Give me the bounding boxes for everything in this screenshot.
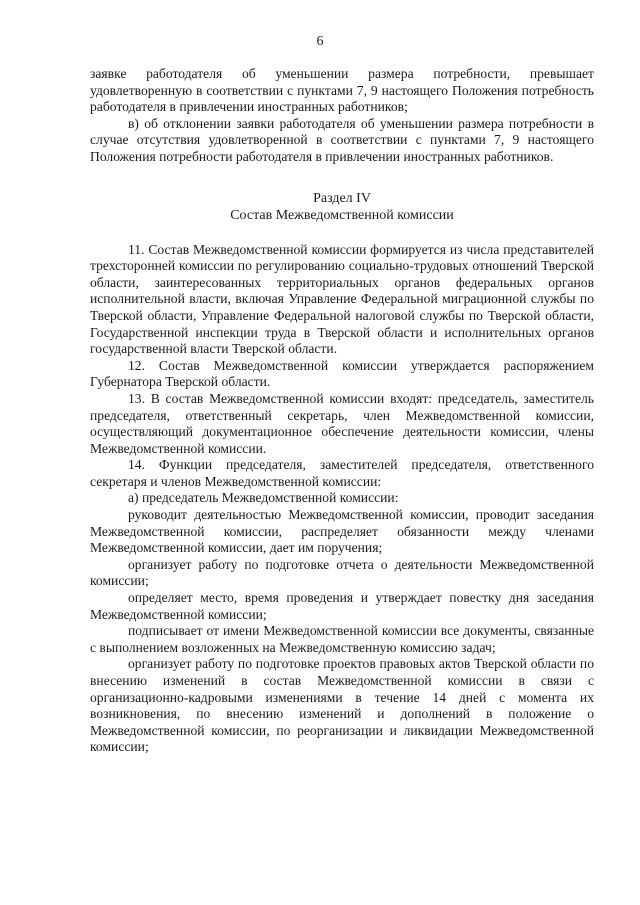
paragraph-13: 13. В состав Межведомственной комиссии входят: председатель, заместитель председателя, ответственный секретарь, член Межведомственной комиссии, осуществляющий документационное обеспечение деятельности комиссии, члены Межведомственной комиссии. (90, 390, 594, 456)
paragraph-14a: а) председатель Межведомственной комиссии: (128, 490, 399, 506)
document-body (90, 66, 594, 756)
paragraph-12: 12. Состав Межведомственной комиссии утверждается распоряжением Губернатора Тверской области. (90, 357, 594, 390)
paragraph: в) об отклонении заявки работодателя об уменьшении размера потребности в случае отсутствия удовлетворенной в соответствии с пунктами 7, 9 настоящего Положения потребности работодателя в привлечении иностранных работников. (90, 115, 594, 164)
page-number: 6 (316, 34, 324, 49)
list-item: определяет место, время проведения и утверждает повестку дня заседания Межведомственной комиссии; (90, 590, 594, 622)
section-number: Раздел IV (313, 190, 371, 206)
list-item: подписывает от имени Межведомственной комиссии все документы, связанные с выполнением возложенных на Межведомственную комиссию задач; (90, 623, 594, 655)
section-heading (90, 190, 594, 224)
paragraph-11: 11. Состав Межведомственной комиссии формируется из числа представителей трехсторонней комиссии по регулированию социально-трудовых отношений Тверской области, заинтересованных территориальных органов федеральных органов исполнительной власти, включая Управление Федеральной миграционной службы по Тверской области, Управление Федеральной налоговой службы по Тверской области, Государственной инспекции труда в Тверской области и исполнительных органов государственной власти Тверской области. (90, 241, 594, 357)
section-title: Состав Межведомственной комиссии (230, 207, 454, 223)
paragraph-14: 14. Функции председателя, заместителей председателя, ответственного секретаря и членов Межведомственной комиссии: (90, 457, 594, 489)
paragraph: заявке работодателя об уменьшении размера потребности, превышает удовлетворенную в соответствии с пунктами 7, 9 настоящего Положения потребность работодателя в привлечении иностранных работников; (90, 66, 594, 115)
list-item: организует работу по подготовке проектов правовых актов Тверской области по внесению изменений в состав Межведомственной комиссии в связи с организационно-кадровыми изменениями в течение 14 дней с момента их возникновения, по внесению изменений и дополнений в положение о Межведомственной комиссии, по реорганизации и ликвидации Межведомственной комиссии; (90, 656, 594, 755)
list-item: руководит деятельностью Межведомственной комиссии, проводит заседания Межведомственной комиссии, распределяет обязанности между членами Межведомственной комиссии, дает им поручения; (90, 507, 594, 556)
list-item: организует работу по подготовке отчета о деятельности Межведомственной комиссии; (90, 556, 594, 589)
